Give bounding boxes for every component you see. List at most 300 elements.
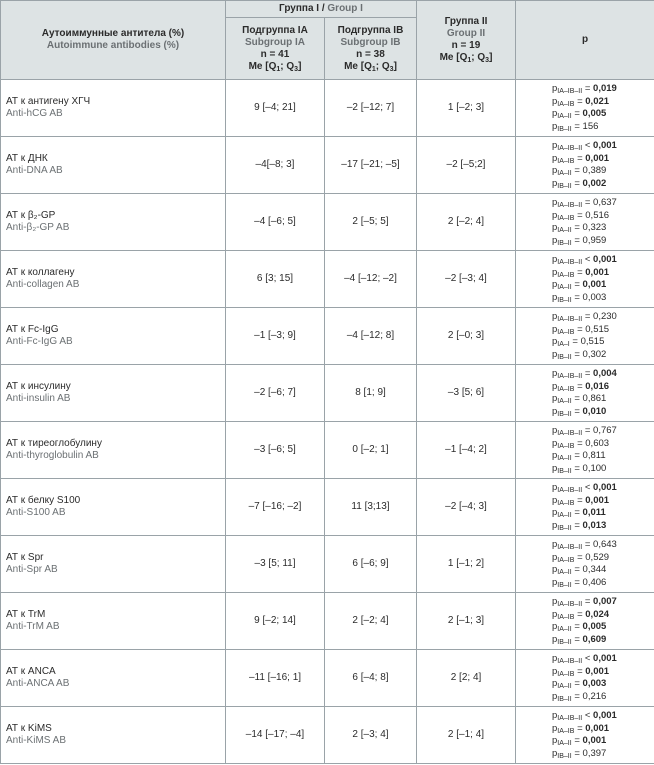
- value-g2: –2 [–4; 3]: [417, 479, 516, 536]
- value-ib: –17 [–21; –5]: [325, 137, 417, 194]
- antibody-name-ru: АТ к инсулину: [6, 381, 71, 392]
- p-value-subscript: IA–IB: [557, 727, 575, 735]
- value-g2: –2 [–3; 4]: [417, 251, 516, 308]
- antibodies-header-en: Autoimmune antibodies (%): [46, 40, 180, 51]
- p-value-line: $p_{IA-II} = 0,001$: [552, 735, 607, 747]
- p-value-subscript: IA–IB: [557, 613, 575, 621]
- p-values-cell: [516, 308, 654, 365]
- p-value-number: 0,344: [582, 564, 607, 575]
- table-row: [1, 593, 654, 650]
- subgroup-ia-header: [226, 18, 325, 80]
- p-value-line: $p_{IB-II} = 0,216$: [552, 690, 607, 703]
- antibody-name-en: Anti-collagen AB: [6, 279, 80, 290]
- antibody-name-en: Anti-β₂-GP AB: [6, 222, 70, 233]
- p-value-subscript: IB–II: [557, 125, 572, 133]
- antibody-name-cell: [1, 308, 226, 365]
- antibody-name-ru: АТ к Spr: [6, 552, 44, 563]
- p-value-operator: =: [584, 368, 591, 379]
- p-value-subscript: IA–II: [557, 569, 572, 576]
- p-value-number: 0,001: [585, 665, 610, 677]
- p-value-number: 0,010: [582, 405, 607, 417]
- antibody-name-ru: АТ к белку S100: [6, 495, 81, 506]
- value-g2: –1 [–4; 2]: [417, 422, 516, 479]
- p-value-operator: =: [574, 348, 580, 360]
- p-value-line: $p_{IA-II} = 0,011$: [552, 507, 606, 519]
- p-value-number: 0,767: [593, 425, 617, 436]
- p-value-number: 0,001: [585, 152, 610, 164]
- antibody-name-cell: [1, 251, 226, 308]
- p-value-number: 0,002: [582, 177, 607, 189]
- value-g2: 2 [–2; 4]: [417, 194, 516, 251]
- p-value-operator: =: [574, 393, 580, 404]
- p-value-operator: =: [577, 152, 583, 164]
- p-value-operator: =: [574, 507, 580, 518]
- value-g2: 2 [2; 4]: [417, 650, 516, 707]
- p-value-number: 0,001: [585, 722, 610, 734]
- p-value-subscript: IA–IB–II: [557, 259, 583, 266]
- subgroup-ia-n: n = 41: [260, 48, 290, 60]
- p-value-line: $p_{IA-IB} = 0,515$: [552, 323, 610, 336]
- p-value-subscript: IA–IB–II: [557, 373, 583, 380]
- group2-en: Group II: [446, 28, 486, 39]
- value-ia: –4 [–6; 5]: [226, 194, 325, 251]
- value-ia: –14 [–17; –4]: [226, 707, 325, 764]
- group2-me: Me [$Q_1$; $Q_3$]: [439, 52, 493, 64]
- p-value-line: $p_{IA-II} = 0,005$: [552, 621, 607, 633]
- p-header: p: [516, 1, 654, 80]
- value-ia: 6 [3; 15]: [226, 251, 325, 308]
- value-ia: –7 [–16; –2]: [226, 479, 325, 536]
- antibodies-header-ru: Аутоиммунные антитела (%): [41, 28, 185, 39]
- group1-header: [226, 1, 417, 18]
- p-value-line: $p_{IA-IB} = 0,516$: [552, 209, 610, 222]
- p-value-subscript: IA–IB: [557, 385, 575, 393]
- p-value-subscript: IB–II: [557, 353, 572, 361]
- p-value-number: 0,003: [582, 678, 607, 689]
- p-value-number: 0,397: [582, 747, 607, 759]
- subgroup-ib-header: [325, 18, 417, 80]
- p-value-subscript: IA–IB–II: [557, 544, 583, 551]
- p-value-operator: =: [577, 95, 583, 107]
- p-value-operator: =: [577, 551, 583, 563]
- p-value-subscript: IA–IB–II: [557, 487, 583, 494]
- table-row: [1, 194, 654, 251]
- p-value-number: 0,005: [582, 621, 607, 632]
- group1-en: Group I: [327, 3, 363, 14]
- p-value-operator: =: [574, 291, 580, 303]
- antibody-name-en: Anti-ANCA AB: [6, 678, 70, 689]
- p-value-line: $p_{IA-II} = 0,811$: [552, 450, 606, 462]
- p-value-operator: =: [574, 222, 580, 233]
- value-ib: –4 [–12; 8]: [325, 308, 417, 365]
- p-value-line: $p_{IB-II} = 0,100$: [552, 462, 607, 475]
- value-g2: 2 [–1; 4]: [417, 707, 516, 764]
- p-value-operator: =: [572, 336, 581, 347]
- antibody-name-cell: [1, 479, 226, 536]
- antibody-name-cell: [1, 365, 226, 422]
- p-value-operator: =: [574, 678, 580, 689]
- value-ib: 2 [–5; 5]: [325, 194, 417, 251]
- p-value-line: $p_{IA-IB} = 0,001$: [552, 494, 610, 507]
- antibody-name-cell: [1, 194, 226, 251]
- p-value-operator: =: [584, 539, 591, 550]
- p-values-cell: [516, 137, 654, 194]
- p-value-number: 0,013: [582, 519, 607, 531]
- p-value-operator: =: [574, 234, 580, 246]
- antibody-name-cell: [1, 422, 226, 479]
- p-value-subscript: IA–IB: [557, 670, 575, 678]
- p-value-number: 0,011: [582, 507, 606, 518]
- p-value-operator: =: [574, 165, 580, 176]
- p-value-subscript: IA–IB: [557, 328, 575, 336]
- p-value-line: $p_{IA-IB-II} = 0,230$: [552, 311, 617, 323]
- antibody-name-en: Anti-thyroglobulin AB: [6, 450, 99, 461]
- p-value-number: 0,001: [593, 710, 617, 721]
- p-value-operator: =: [574, 450, 580, 461]
- p-values-cell: [516, 80, 654, 137]
- p-value-operator: =: [574, 279, 580, 290]
- value-g2: 2 [–0; 3]: [417, 308, 516, 365]
- p-value-line: $p_{IB-II} = 156$: [552, 120, 599, 133]
- p-value-operator: =: [577, 608, 583, 620]
- p-value-subscript: IA–IB–II: [557, 316, 583, 323]
- value-ib: 8 [1; 9]: [325, 365, 417, 422]
- p-value-number: 0,021: [585, 95, 610, 107]
- p-value-line: $p_{IA-IB-II} < 0,001$: [552, 482, 617, 494]
- table-row: [1, 536, 654, 593]
- p-value-line: $p_{IA-IB-II} < 0,001$: [552, 710, 617, 722]
- p-value-line: $p_{IA-IB} = 0,021$: [552, 95, 610, 108]
- table-row: [1, 80, 654, 137]
- value-ia: –3 [–6; 5]: [226, 422, 325, 479]
- p-value-number: 0,216: [582, 690, 607, 702]
- p-value-subscript: IB–II: [557, 296, 572, 304]
- p-value-number: 0,637: [593, 197, 617, 208]
- p-value-number: 0,516: [585, 209, 610, 221]
- p-value-operator: =: [584, 197, 591, 208]
- value-ia: –1 [–3; 9]: [226, 308, 325, 365]
- antibody-name-cell: [1, 536, 226, 593]
- p-value-operator: =: [574, 108, 580, 119]
- p-value-line: $p_{IA-II} = 0,001$: [552, 279, 607, 291]
- p-value-subscript: IA–IB–II: [557, 430, 583, 437]
- p-value-line: $p_{IB-II} = 0,302$: [552, 348, 607, 361]
- antibody-name-en: Anti-TrM AB: [6, 621, 60, 632]
- p-value-line: $p_{IA-IB} = 0,001$: [552, 266, 610, 279]
- p-value-subscript: IB–II: [557, 524, 572, 532]
- p-value-operator: =: [574, 690, 580, 702]
- p-value-operator: <: [584, 140, 591, 151]
- p-value-line: $p_{IB-II} = 0,406$: [552, 576, 607, 589]
- p-value-subscript: IB–II: [557, 638, 572, 646]
- p-value-line: $p_{IB-II} = 0,002$: [552, 177, 607, 190]
- p-value-operator: =: [577, 437, 583, 449]
- antibody-name-en: Anti-KiMS AB: [6, 735, 67, 746]
- value-ia: –2 [–6; 7]: [226, 365, 325, 422]
- p-value-subscript: IA–IB–II: [557, 145, 583, 152]
- p-value-line: $p_{IA-IB} = 0,024$: [552, 608, 610, 621]
- p-value-number: 0,005: [582, 108, 607, 119]
- value-g2: 1 [–2; 3]: [417, 80, 516, 137]
- p-value-line: $p_{IA-IB} = 0,016$: [552, 380, 610, 393]
- table-row: [1, 251, 654, 308]
- subgroup-ib-en: Subgroup IB: [340, 36, 401, 48]
- antibody-name-en: Anti-S100 AB: [6, 507, 66, 518]
- antibody-name-ru: АТ к Fc-IgG: [6, 324, 59, 335]
- p-values-cell: [516, 479, 654, 536]
- p-value-line: $p_{IB-II} = 0,013$: [552, 519, 607, 532]
- value-ib: 0 [–2; 1]: [325, 422, 417, 479]
- p-value-line: $p_{IA-IB-II} = 0,019$: [552, 83, 617, 95]
- subgroup-ia-me: Me [$Q_1$; $Q_3$]: [248, 60, 302, 73]
- table-row: [1, 707, 654, 764]
- p-value-operator: =: [584, 83, 591, 94]
- p-value-line: $p_{IA-IB-II} = 0,767$: [552, 425, 617, 437]
- p-value-line: $p_{IA-IB-II} = 0,007$: [552, 596, 617, 608]
- p-value-line: $p_{IA-IB} = 0,603$: [552, 437, 610, 450]
- table-row: [1, 365, 654, 422]
- p-value-line: $p_{IA-IB-II} = 0,637$: [552, 197, 617, 209]
- value-ib: –4 [–12; –2]: [325, 251, 417, 308]
- subgroup-ib-me: Me [$Q_1$; $Q_3$]: [344, 60, 397, 73]
- p-value-subscript: IA–IB: [557, 556, 575, 564]
- p-value-subscript: IA–II: [557, 113, 572, 120]
- p-value-operator: =: [574, 120, 580, 132]
- p-value-subscript: IA–IB: [557, 271, 575, 279]
- value-ib: 6 [–4; 8]: [325, 650, 417, 707]
- p-value-number: 0,302: [582, 348, 607, 360]
- antibody-name-ru: АТ к ДНК: [6, 153, 48, 164]
- value-g2: 1 [–1; 2]: [417, 536, 516, 593]
- value-g2: –3 [5; 6]: [417, 365, 516, 422]
- p-value-subscript: IB–II: [557, 182, 572, 190]
- p-value-line: $p_{IA-II} = 0,861$: [552, 393, 607, 405]
- antibodies-header: [1, 1, 226, 80]
- value-ib: 2 [–3; 4]: [325, 707, 417, 764]
- p-value-operator: =: [574, 576, 580, 588]
- antibody-name-ru: АТ к антигену ХГЧ: [6, 96, 91, 107]
- p-value-operator: =: [574, 462, 580, 474]
- subgroup-ib-n: n = 38: [356, 48, 385, 60]
- p-value-subscript: IA–II: [557, 626, 572, 633]
- p-value-number: 0,024: [585, 608, 610, 620]
- p-value-subscript: IB–II: [557, 239, 572, 247]
- antibody-name-en: Anti-Spr AB: [6, 564, 58, 575]
- p-value-number: 0,406: [582, 576, 607, 588]
- p-value-line: $p_{IA-I} = 0,515$: [552, 336, 605, 348]
- p-value-line: $p_{IA-IB-II} < 0,001$: [552, 140, 617, 152]
- p-value-number: 0,643: [593, 539, 617, 550]
- p-value-subscript: IB–II: [557, 467, 572, 475]
- p-value-operator: =: [577, 722, 583, 734]
- p-value-line: $p_{IA-IB} = 0,529$: [552, 551, 610, 564]
- p-value-line: $p_{IB-II} = 0,609$: [552, 633, 607, 646]
- p-value-subscript: IA–II: [557, 455, 572, 462]
- p-value-subscript: IA–IB–II: [557, 658, 583, 665]
- value-ib: 2 [–2; 4]: [325, 593, 417, 650]
- p-value-number: 0,001: [585, 266, 610, 278]
- p-value-line: $p_{IA-IB-II} < 0,001$: [552, 653, 617, 665]
- p-value-subscript: IB–II: [557, 581, 572, 589]
- p-value-number: 0,811: [582, 450, 606, 461]
- value-ia: –11 [–16; 1]: [226, 650, 325, 707]
- p-value-operator: =: [577, 323, 583, 335]
- p-value-number: 156: [582, 120, 599, 132]
- p-value-line: $p_{IA-IB} = 0,001$: [552, 665, 610, 678]
- p-value-number: 0,230: [593, 311, 617, 322]
- p-value-operator: =: [574, 633, 580, 645]
- subgroup-ib-ru: Подгруппа IB: [337, 24, 404, 36]
- table-row: [1, 137, 654, 194]
- p-value-operator: =: [574, 519, 580, 531]
- antibody-name-en: Anti-insulin AB: [6, 393, 71, 404]
- antibody-name-cell: [1, 593, 226, 650]
- p-value-subscript: IA–II: [557, 227, 572, 234]
- p-value-number: 0,001: [582, 279, 607, 290]
- antibody-name-en: Anti-hCG AB: [6, 108, 63, 119]
- p-values-cell: [516, 536, 654, 593]
- p-value-operator: =: [577, 209, 583, 221]
- p-value-number: 0,959: [582, 234, 607, 246]
- p-value-operator: =: [574, 564, 580, 575]
- value-ia: 9 [–4; 21]: [226, 80, 325, 137]
- p-value-line: $p_{IA-II} = 0,389$: [552, 165, 607, 177]
- p-values-cell: [516, 422, 654, 479]
- value-ia: 9 [–2; 14]: [226, 593, 325, 650]
- p-value-line: $p_{IB-II} = 0,397$: [552, 747, 607, 760]
- p-value-subscript: IA–II: [557, 512, 572, 519]
- p-value-operator: =: [574, 735, 580, 746]
- p-value-operator: =: [577, 266, 583, 278]
- p-value-subscript: IA–IB–II: [557, 715, 583, 722]
- group2-ru: Группа II: [444, 16, 488, 27]
- antibody-name-ru: АТ к KiMS: [6, 723, 52, 734]
- antibody-name-cell: [1, 80, 226, 137]
- p-value-operator: =: [574, 177, 580, 189]
- subgroup-ia-ru: Подгруппа IA: [242, 24, 308, 36]
- antibody-name-cell: [1, 650, 226, 707]
- p-value-number: 0,001: [593, 140, 617, 151]
- p-value-number: 0,016: [585, 380, 610, 392]
- group2-header: [417, 1, 516, 80]
- p-value-line: $p_{IA-IB} = 0,001$: [552, 722, 610, 735]
- p-value-subscript: IA–IB: [557, 442, 575, 450]
- value-ia: –3 [5; 11]: [226, 536, 325, 593]
- subgroup-ia-en: Subgroup IA: [245, 36, 305, 48]
- p-value-line: $p_{IA-IB-II} = 0,004$: [552, 368, 617, 380]
- p-value-line: $p_{IA-II} = 0,003$: [552, 678, 607, 690]
- p-value-number: 0,004: [593, 368, 617, 379]
- p-value-number: 0,007: [593, 596, 617, 607]
- p-value-line: $p_{IA-IB-II} = 0,643$: [552, 539, 617, 551]
- p-value-subscript: IA–IB: [557, 214, 575, 222]
- p-value-operator: =: [584, 596, 591, 607]
- group2-n: n = 19: [451, 40, 481, 51]
- group1-ru: Группа I: [279, 3, 320, 14]
- p-value-subscript: IA–II: [557, 683, 572, 690]
- table-row: [1, 308, 654, 365]
- p-value-operator: =: [574, 621, 580, 632]
- table-row: [1, 650, 654, 707]
- value-g2: 2 [–1; 3]: [417, 593, 516, 650]
- p-value-number: 0,001: [585, 494, 610, 506]
- p-value-number: 0,100: [582, 462, 607, 474]
- antibody-name-ru: АТ к коллагену: [6, 267, 75, 278]
- p-value-subscript: IA–II: [557, 398, 572, 405]
- p-value-line: $p_{IA-II} = 0,323$: [552, 222, 607, 234]
- p-values-cell: [516, 251, 654, 308]
- table-row: [1, 422, 654, 479]
- p-value-operator: <: [584, 482, 591, 493]
- antibody-name-cell: [1, 137, 226, 194]
- p-value-subscript: IB–II: [557, 752, 572, 760]
- p-value-subscript: IA–IB: [557, 100, 575, 108]
- p-value-subscript: IA–IB–II: [557, 202, 583, 209]
- p-values-cell: [516, 650, 654, 707]
- p-value-number: 0,019: [593, 83, 617, 94]
- antibody-name-en: Anti-Fc-IgG AB: [6, 336, 73, 347]
- p-value-operator: =: [574, 747, 580, 759]
- p-value-number: 0,001: [582, 735, 607, 746]
- p-value-operator: =: [574, 405, 580, 417]
- p-value-operator: <: [584, 254, 591, 265]
- antibody-name-cell: [1, 707, 226, 764]
- p-value-operator: <: [584, 710, 591, 721]
- p-value-subscript: IA–IB: [557, 157, 575, 165]
- p-value-line: $p_{IB-II} = 0,010$: [552, 405, 607, 418]
- antibody-name-ru: АТ к β₂-GP: [6, 210, 56, 221]
- p-value-line: $p_{IA-IB-II} < 0,001$: [552, 254, 617, 266]
- p-value-subscript: IA–II: [557, 740, 572, 747]
- antibody-name-en: Anti-DNA AB: [6, 165, 63, 176]
- value-ib: 11 [3;13]: [325, 479, 417, 536]
- value-g2: –2 [–5;2]: [417, 137, 516, 194]
- p-value-operator: =: [577, 380, 583, 392]
- p-value-operator: =: [577, 665, 583, 677]
- value-ia: –4[–8; 3]: [226, 137, 325, 194]
- p-value-number: 0,529: [585, 551, 610, 563]
- antibody-name-ru: АТ к TrM: [6, 609, 46, 620]
- antibody-name-ru: АТ к ANCA: [6, 666, 56, 677]
- p-values-cell: [516, 593, 654, 650]
- p-value-number: 0,861: [582, 393, 607, 404]
- p-value-number: 0,001: [593, 482, 617, 493]
- p-values-cell: [516, 365, 654, 422]
- p-value-number: 0,001: [593, 653, 617, 664]
- p-value-number: 0,003: [582, 291, 607, 303]
- p-value-operator: =: [584, 311, 591, 322]
- p-value-operator: =: [584, 425, 591, 436]
- table-row: [1, 479, 654, 536]
- p-value-number: 0,389: [582, 165, 607, 176]
- p-value-operator: <: [584, 653, 591, 664]
- p-value-subscript: IA–IB–II: [557, 88, 583, 95]
- p-value-number: 0,515: [580, 336, 605, 347]
- p-value-subscript: IA–IB: [557, 499, 575, 507]
- p-value-line: $p_{IB-II} = 0,959$: [552, 234, 607, 247]
- p-value-subscript: IB–II: [557, 410, 572, 418]
- p-value-subscript: IA–II: [557, 284, 572, 291]
- p-value-number: 0,609: [582, 633, 607, 645]
- group1-sep: /: [319, 3, 328, 14]
- p-value-subscript: IA–II: [557, 170, 572, 177]
- p-values-cell: [516, 194, 654, 251]
- p-value-line: $p_{IA-II} = 0,005$: [552, 108, 607, 120]
- p-value-subscript: IA–I: [557, 341, 570, 348]
- p-values-cell: [516, 707, 654, 764]
- p-value-line: $p_{IA-II} = 0,344$: [552, 564, 607, 576]
- antibody-name-ru: АТ к тиреоглобулину: [6, 438, 102, 449]
